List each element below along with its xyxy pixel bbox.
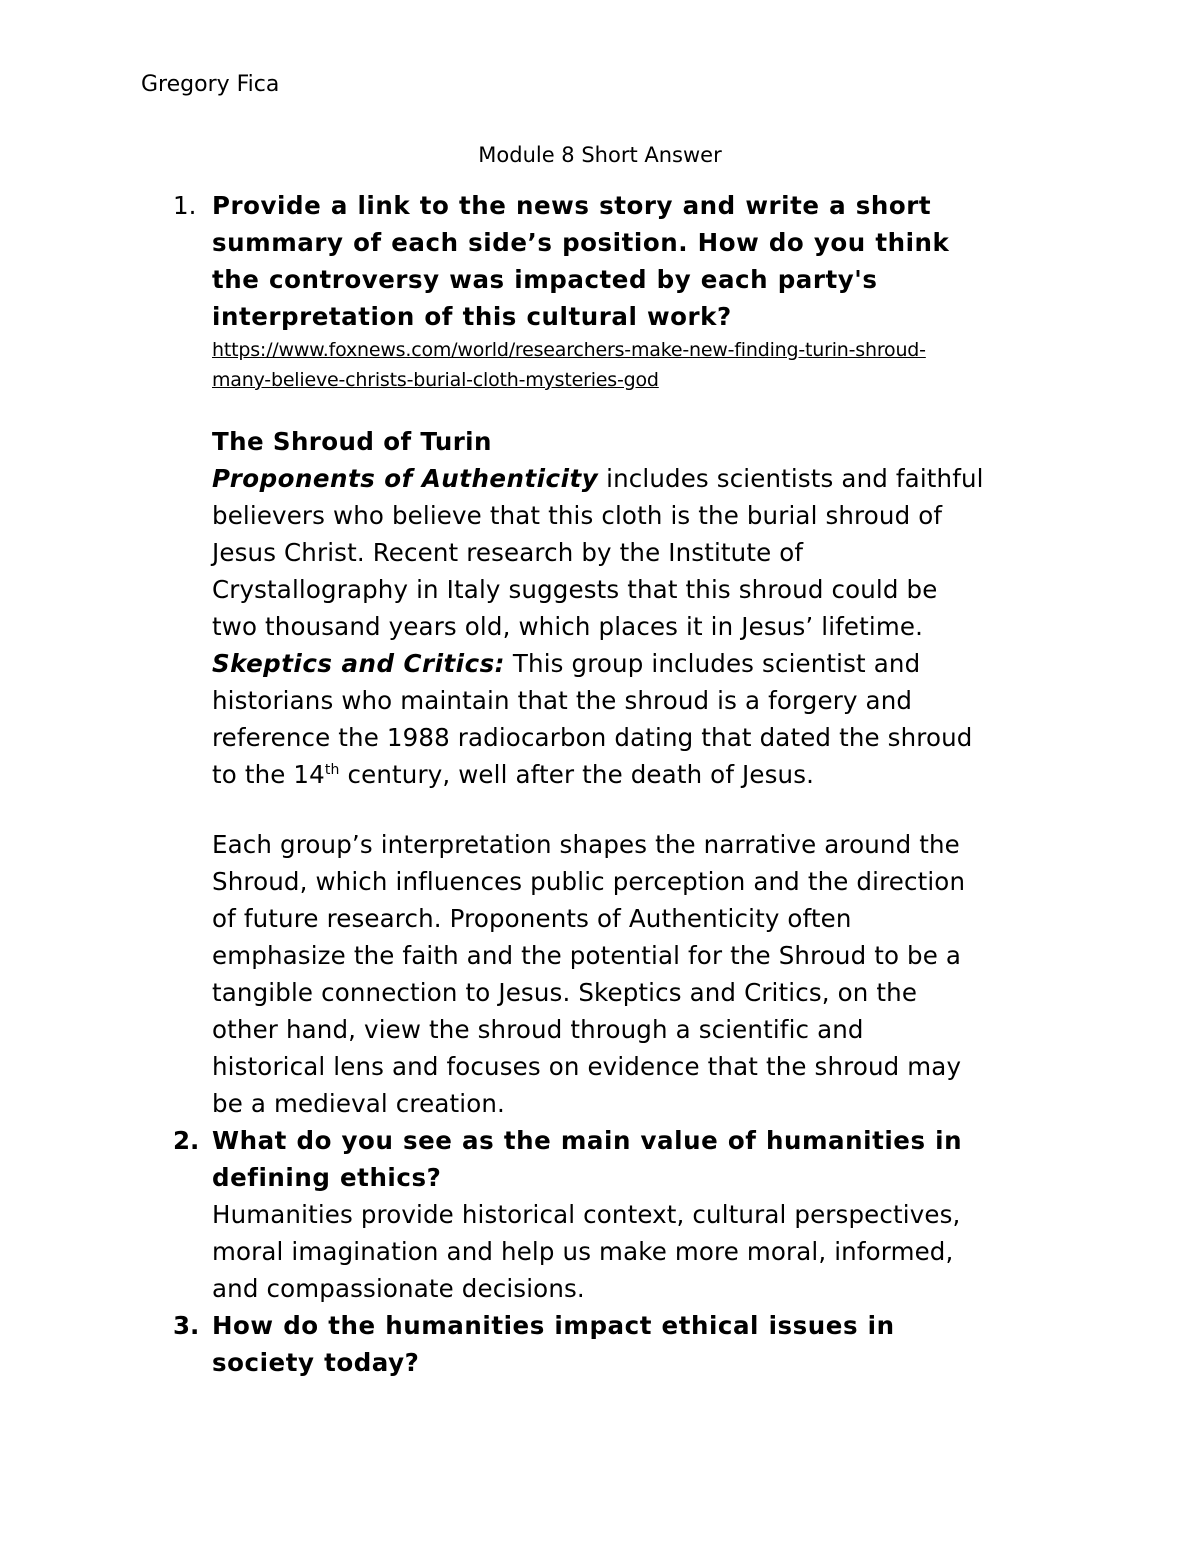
question-1-line: interpretation of this cultural work? xyxy=(212,302,732,331)
interpretation-paragraph xyxy=(212,826,1092,1122)
proponents-first-line xyxy=(212,460,1092,497)
proponents-heading: Proponents of Authenticity xyxy=(212,464,599,493)
question-2-number: 2. xyxy=(173,1126,200,1155)
question-3-prompt xyxy=(212,1307,1092,1381)
ordinal-suffix: th xyxy=(324,762,340,778)
skeptics-line: reference the 1988 radiocarbon dating that dated the shroud xyxy=(212,723,973,752)
interpretation-line: Each group’s interpretation shapes the narrative around the xyxy=(212,830,960,859)
skeptics-text: This group includes scientist and xyxy=(504,649,921,678)
question-2-answer xyxy=(212,1196,1092,1307)
interpretation-line: of future research. Proponents of Authenticity often xyxy=(212,904,852,933)
proponents-line: believers who believe that this cloth is the burial shroud of xyxy=(212,501,943,530)
interpretation-line: historical lens and focuses on evidence that the shroud may xyxy=(212,1052,962,1081)
question-1-line: summary of each side’s position. How do you think xyxy=(212,228,950,257)
question-1-line: Provide a link to the news story and write a short xyxy=(212,191,932,220)
skeptics-text: century, well after the death of Jesus. xyxy=(339,760,815,789)
author-name: Gregory Fica xyxy=(141,72,280,97)
proponents-line: Jesus Christ. Recent research by the Institute of xyxy=(212,538,804,567)
interpretation-line: tangible connection to Jesus. Skeptics and Critics, on the xyxy=(212,978,918,1007)
answer-line: moral imagination and help us make more moral, informed, xyxy=(212,1237,954,1266)
answer-line: Humanities provide historical context, cultural perspectives, xyxy=(212,1200,961,1229)
question-1-prompt xyxy=(212,187,1092,335)
document-title: Module 8 Short Answer xyxy=(478,143,722,167)
question-2-prompt xyxy=(212,1122,1092,1196)
section-title: The Shroud of Turin xyxy=(212,427,492,456)
news-story-link[interactable] xyxy=(212,335,1072,395)
proponents-line: two thousand years old, which places it in Jesus’ lifetime. xyxy=(212,612,924,641)
question-3-number: 3. xyxy=(173,1311,200,1340)
question-2-line: What do you see as the main value of humanities in xyxy=(212,1126,963,1155)
skeptics-first-line xyxy=(212,645,1092,682)
interpretation-line: be a medieval creation. xyxy=(212,1089,505,1118)
proponents-text: includes scientists and faithful xyxy=(598,464,984,493)
question-1-number: 1. xyxy=(173,191,197,220)
skeptics-line: historians who maintain that the shroud is a forgery and xyxy=(212,686,913,715)
interpretation-line: other hand, view the shroud through a scientific and xyxy=(212,1015,864,1044)
skeptics-heading: Skeptics and Critics: xyxy=(212,649,505,678)
answer-line: and compassionate decisions. xyxy=(212,1274,585,1303)
skeptics-text: to the 14 xyxy=(212,760,325,789)
question-1-line: the controversy was impacted by each party's xyxy=(212,265,878,294)
skeptics-last-line xyxy=(212,756,1092,793)
question-3-line: society today? xyxy=(212,1348,420,1377)
question-2-line: defining ethics? xyxy=(212,1163,442,1192)
proponents-paragraph xyxy=(212,460,1092,793)
link-line[interactable]: https://www.foxnews.com/world/researchers-make-new-finding-turin-shroud- xyxy=(212,339,926,361)
interpretation-line: Shroud, which influences public perception and the direction xyxy=(212,867,966,896)
link-line[interactable]: many-believe-christs-burial-cloth-mysteries-god xyxy=(212,369,659,391)
interpretation-line: emphasize the faith and the potential for the Shroud to be a xyxy=(212,941,962,970)
proponents-line: Crystallography in Italy suggests that this shroud could be xyxy=(212,575,938,604)
question-3-line: How do the humanities impact ethical issues in xyxy=(212,1311,895,1340)
